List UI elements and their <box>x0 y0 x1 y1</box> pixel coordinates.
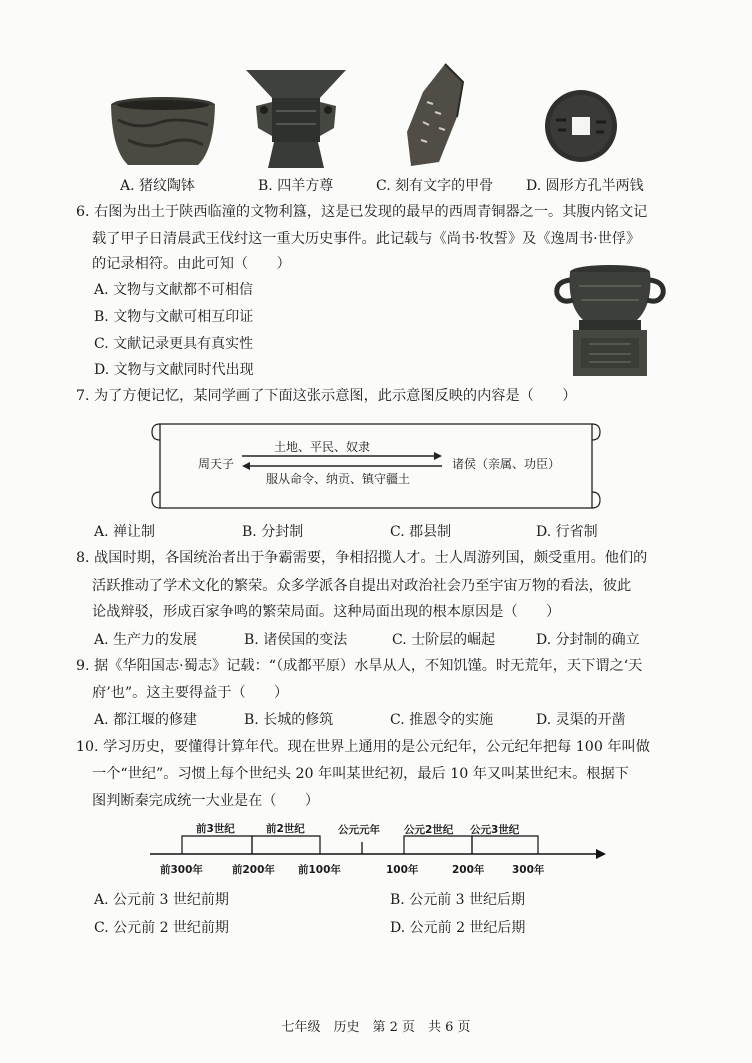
pottery-bowl-icon <box>108 95 218 170</box>
q10-option-a[interactable]: A. 公元前 3 世纪前期 <box>94 892 229 908</box>
q8-option-a[interactable]: A. 生产力的发展 <box>94 632 198 648</box>
q9-stem-line-1: 9. 据《华阳国志·蜀志》记载：“（成都平原）水旱从人，不知饥馑。时无荒年，天下谓之‘天 <box>76 658 643 674</box>
timeline-bottom-label-6: 300年 <box>512 864 545 876</box>
q8-option-b[interactable]: B. 诸侯国的变法 <box>244 632 348 648</box>
page-footer: 七年级 历史 第 2 页 共 6 页 <box>281 1020 471 1035</box>
q7-option-b[interactable]: B. 分封制 <box>242 524 304 540</box>
q8-stem-line-3: 论战辩驳，形成百家争鸣的繁荣局面。这种局面出现的根本原因是（ ） <box>92 604 561 620</box>
q9-option-c[interactable]: C. 推恩令的实施 <box>390 712 494 728</box>
timeline-top-label-1: 前3世纪 <box>196 823 235 835</box>
q6-option-b[interactable]: B. 文物与文献可相互印证 <box>94 309 254 325</box>
diagram-bottom-arrow-label: 服从命令、纳贡、镇守疆土 <box>266 472 411 486</box>
q7-option-c[interactable]: C. 郡县制 <box>390 524 452 540</box>
q7-option-d[interactable]: D. 行省制 <box>536 524 598 540</box>
q10-stem-line-1: 10. 学习历史，要懂得计算年代。现在世界上通用的是公元纪年，公元纪年把每 100 年叫做 <box>76 739 650 755</box>
coin-icon <box>542 86 620 166</box>
q8-stem-line-1: 8. 战国时期，各国统治者出于争霸需要，争相招揽人才。士人周游列国，颇受重用。他们的 <box>76 550 648 566</box>
q10-option-d[interactable]: D. 公元前 2 世纪后期 <box>390 920 526 936</box>
q6-option-a[interactable]: A. 文物与文献都不可相信 <box>94 282 254 298</box>
li-gui-bronze-icon <box>555 260 665 378</box>
timeline-bottom-label-3: 前100年 <box>298 864 341 876</box>
q10-option-c[interactable]: C. 公元前 2 世纪前期 <box>94 920 229 936</box>
q5-option-c[interactable]: C. 刻有文字的甲骨 <box>376 178 494 194</box>
q9-stem-line-2: 府’也”。这主要得益于（ ） <box>92 685 289 701</box>
diagram-top-arrow-label: 土地、平民、奴隶 <box>274 440 371 454</box>
timeline-bottom-label-4: 100年 <box>386 864 419 876</box>
q5-option-a[interactable]: A. 猪纹陶钵 <box>120 178 196 194</box>
q5-option-b[interactable]: B. 四羊方尊 <box>258 178 334 194</box>
q7-stem: 7. 为了方便记忆，某同学画了下面这张示意图，此示意图反映的内容是（ ） <box>76 388 577 404</box>
q9-option-a[interactable]: A. 都江堰的修建 <box>94 712 198 728</box>
q8-stem-line-2: 活跃推动了学术文化的繁荣。众多学派各自提出对政治社会乃至宇宙万物的看法，彼此 <box>92 578 632 594</box>
q10-stem-line-2: 一个“世纪”。习惯上每个世纪头 20 年叫某世纪初，最后 10 年又叫某世纪末。根据下 <box>92 766 629 782</box>
q6-option-c[interactable]: C. 文献记录更具有真实性 <box>94 336 254 352</box>
q8-option-c[interactable]: C. 士阶层的崛起 <box>392 632 496 648</box>
q6-stem-line-3: 的记录相符。由此可知（ ） <box>92 256 291 272</box>
q7-option-a[interactable]: A. 禅让制 <box>94 524 156 540</box>
timeline-top-label-5: 公元3世纪 <box>470 824 520 836</box>
q5-option-d[interactable]: D. 圆形方孔半两钱 <box>526 178 644 194</box>
timeline-bottom-label-5: 200年 <box>452 864 485 876</box>
q6-option-d[interactable]: D. 文物与文献同时代出现 <box>94 362 254 378</box>
timeline-top-label-4: 公元2世纪 <box>404 824 454 836</box>
diagram-right-node: 诸侯（亲属、功臣） <box>452 457 561 471</box>
q10-stem-line-3: 图判断秦完成统一大业是在（ ） <box>92 793 320 809</box>
timeline-bottom-label-1: 前300年 <box>160 864 203 876</box>
timeline-top-label-2: 前2世纪 <box>266 823 305 835</box>
oracle-bone-icon <box>405 62 467 170</box>
q9-option-d[interactable]: D. 灵渠的开凿 <box>536 712 626 728</box>
timeline-top-label-3: 公元元年 <box>338 824 380 836</box>
q6-stem-line-2: 载了甲子日清晨武王伐纣这一重大历史事件。此记载与《尚书·牧誓》及《逸周书·世俘》 <box>92 231 641 247</box>
q8-option-d[interactable]: D. 分封制的确立 <box>536 632 640 648</box>
q10-option-b[interactable]: B. 公元前 3 世纪后期 <box>390 892 525 908</box>
bronze-zun-icon <box>246 66 346 170</box>
diagram-left-node: 周天子 <box>198 457 235 471</box>
timeline-bottom-label-2: 前200年 <box>232 864 275 876</box>
q6-stem-line-1: 6. 右图为出土于陕西临潼的文物利簋，这是已发现的最早的西周青铜器之一。其腹内铭文记 <box>76 204 648 220</box>
q9-option-b[interactable]: B. 长城的修筑 <box>244 712 334 728</box>
